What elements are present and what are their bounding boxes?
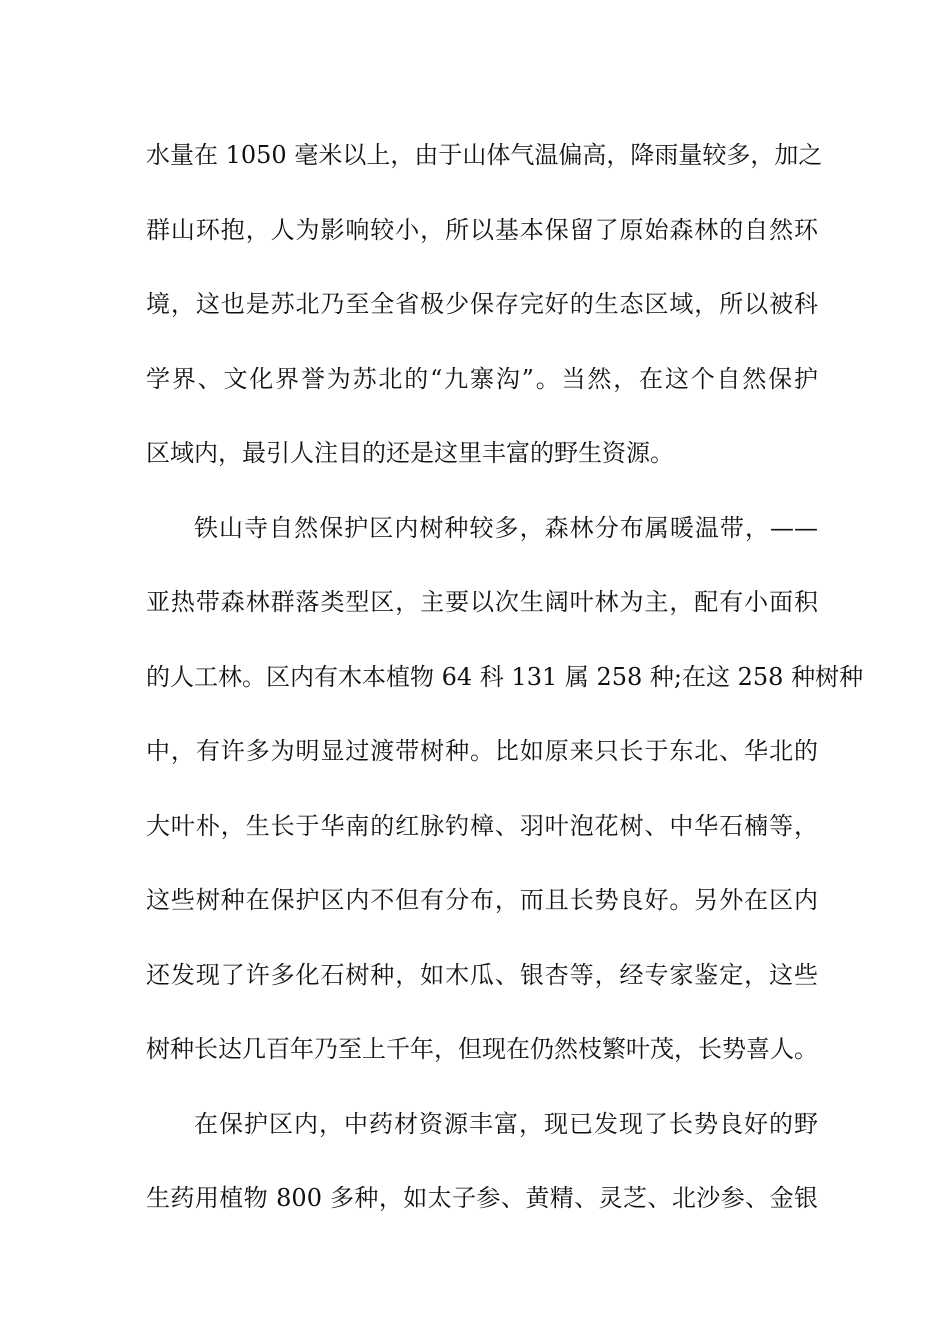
text-line: 区域内，最引人注目的还是这里丰富的野生资源。 [146, 439, 674, 467]
text-line: 的人工林。区内有木本植物 64 科 131 属 258 种;在这 258 种树种 [146, 662, 864, 691]
text-line: 学界、文化界誉为苏北的“九寨沟”。当然，在这个自然保护 [146, 364, 818, 393]
text-line: 境，这也是苏北乃至全省极少保存完好的生态区域，所以被科 [146, 290, 818, 318]
text-line: 还发现了许多化石树种，如木瓜、银杏等，经专家鉴定，这些 [146, 960, 818, 989]
text-line: 在保护区内，中药材资源丰富，现已发现了长势良好的野 [194, 1109, 818, 1138]
text-line: 水量在 1050 毫米以上，由于山体气温偏高，降雨量较多，加之 [146, 141, 823, 169]
text-line: 树种长达几百年乃至上千年，但现在仍然枝繁叶茂，长势喜人。 [146, 1035, 818, 1063]
text-line: 亚热带森林群落类型区，主要以次生阔叶林为主，配有小面积 [146, 588, 818, 616]
text-line: 群山环抱，人为影响较小，所以基本保留了原始森林的自然环 [146, 215, 818, 244]
text-line: 生药用植物 800 多种，如太子参、黄精、灵芝、北沙参、金银 [146, 1184, 818, 1212]
text-line: 铁山寺自然保护区内树种较多，森林分布属暖温带，—— [194, 513, 818, 542]
text-line: 大叶朴，生长于华南的红脉钓樟、羽叶泡花树、中华石楠等， [146, 811, 818, 840]
body-text [146, 130, 864, 1248]
text-line: 这些树种在保护区内不但有分布，而且长势良好。另外在区内 [146, 886, 818, 914]
text-line: 中，有许多为明显过渡带树种。比如原来只长于东北、华北的 [146, 737, 818, 765]
